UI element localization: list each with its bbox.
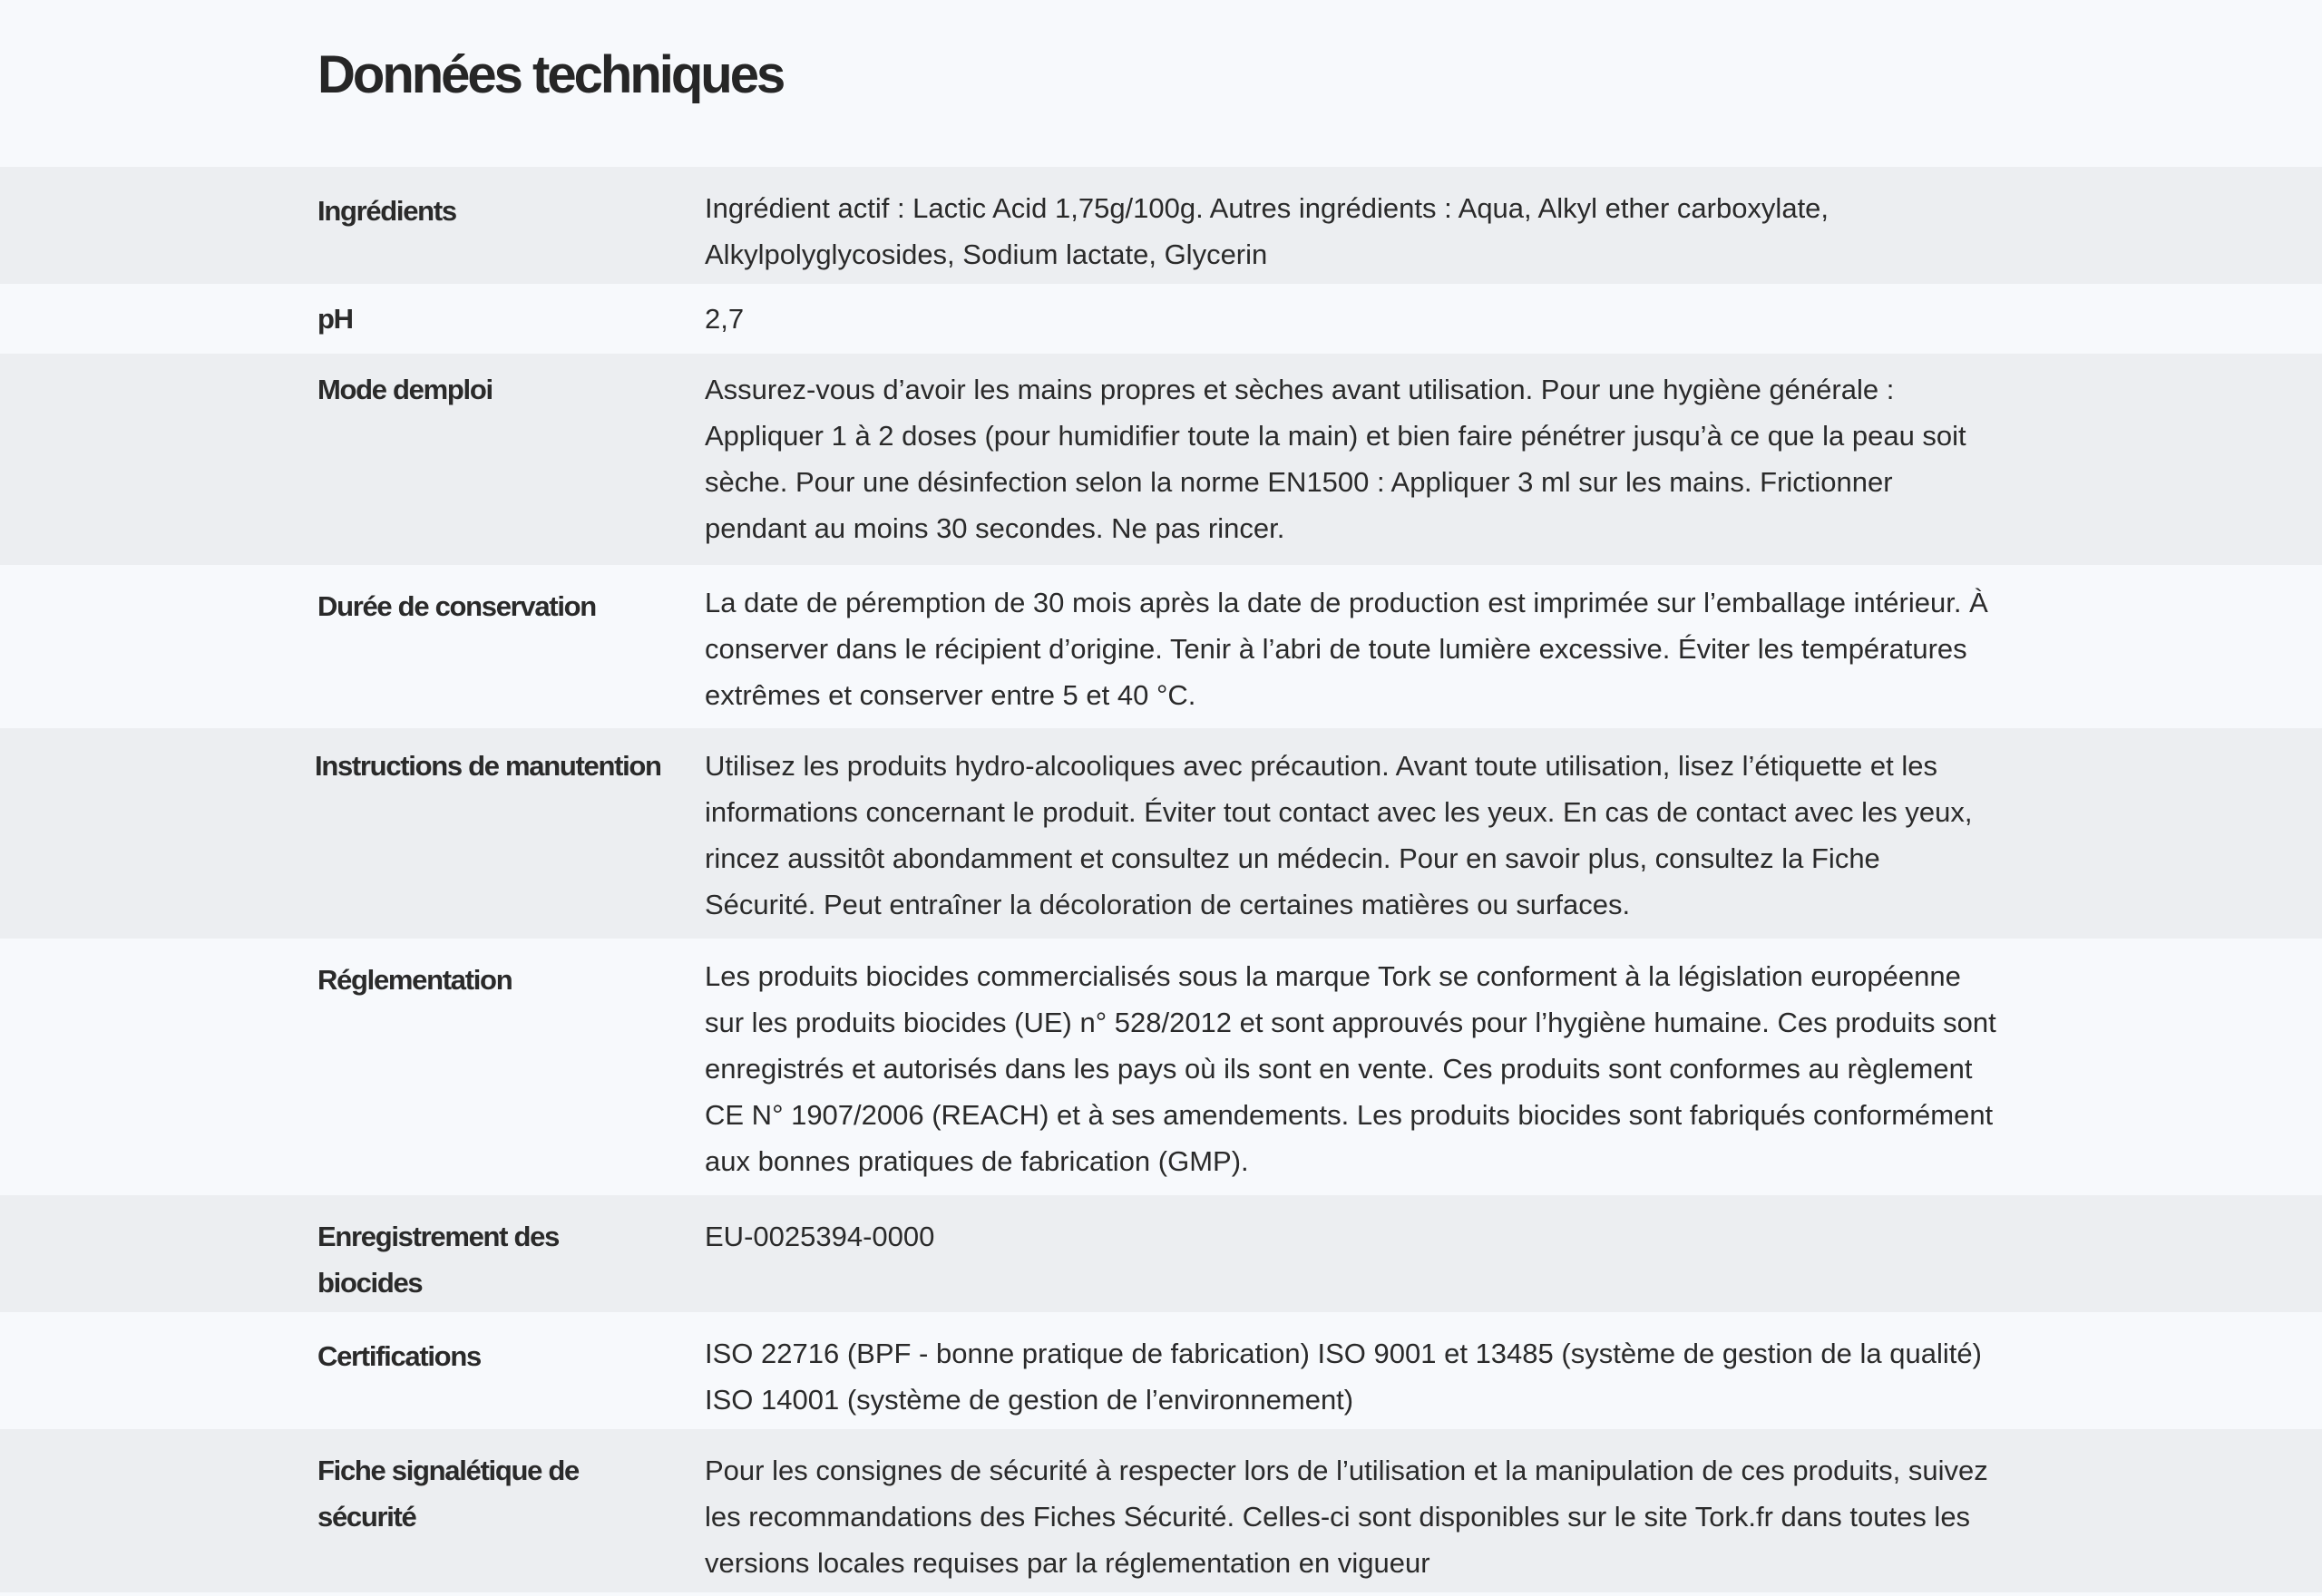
page-title: Données techniques — [317, 45, 784, 104]
technical-data-table — [0, 167, 2322, 1592]
spec-row-fiche-securite — [0, 1429, 2322, 1592]
spec-row-instructions-manutention — [0, 728, 2322, 939]
spec-row-certifications — [0, 1312, 2322, 1429]
spec-label-instructions-manutention: Instructions de manutention — [315, 750, 661, 782]
spec-label-reglementation: Réglementation — [317, 964, 512, 996]
spec-label-ingredients: Ingrédients — [317, 195, 456, 227]
spec-row-duree-conservation — [0, 565, 2322, 728]
spec-row-ph — [0, 284, 2322, 354]
spec-label-duree-conservation: Durée de conservation — [317, 590, 596, 622]
spec-value-reglementation: Les produits biocides commercialisés sous la marque Tork se conforment à la législation européenne sur les produits biocides (UE) n° 528/2012 et sont approuvés pour l’hygiène humaine. Ces produits sont enregistrés et autorisés dans les pays où ils sont en vente. Ces produits sont conformes au règlement CE N° 1907/2006 (REACH) et à ses amendements. Les produits biocides sont fabriqués conformément aux bonnes pratiques de fabrication (GMP). — [705, 960, 1996, 1177]
spec-row-ingredients — [0, 167, 2322, 284]
spec-value-fiche-securite: Pour les consignes de sécurité à respecter lors de l’utilisation et la manipulation de ces produits, suivez les recommandations des Fiches Sécurité. Celles-ci sont disponibles sur le site Tork.fr dans toutes les versions locales requises par la réglementation en vigueur — [705, 1455, 1988, 1579]
spec-label-certifications: Certifications — [317, 1340, 481, 1372]
spec-value-ph: 2,7 — [705, 303, 745, 335]
spec-value-enregistrement-biocides: EU-0025394-0000 — [705, 1221, 935, 1252]
spec-row-enregistrement-biocides — [0, 1195, 2322, 1312]
spec-value-certifications: ISO 22716 (BPF - bonne pratique de fabrication) ISO 9001 et 13485 (système de gestion de la qualité) ISO 14001 (système de gestion de l’environnement) — [705, 1338, 1982, 1416]
spec-label-enregistrement-biocides: Enregistrement des biocides — [317, 1221, 560, 1299]
spec-row-reglementation — [0, 939, 2322, 1195]
spec-value-duree-conservation: La date de péremption de 30 mois après la date de production est imprimée sur l’emballage intérieur. À conserver dans le récipient d’origine. Tenir à l’abri de toute lumière excessive. Éviter les températures extrêmes et conserver entre 5 et 40 °C. — [705, 587, 1988, 711]
spec-value-instructions-manutention: Utilisez les produits hydro-alcooliques avec précaution. Avant toute utilisation, lisez l’étiquette et les informations concernant le produit. Éviter tout contact avec les yeux. En cas de contact avec les yeux, rincez aussitôt abondamment et consultez un médecin. Pour en savoir plus, consultez la Fiche Sécurité. Peut entraîner la décoloration de certaines matières ou surfaces. — [705, 750, 1973, 920]
spec-value-mode-emploi: Assurez-vous d’avoir les mains propres et sèches avant utilisation. Pour une hygiène générale : Appliquer 1 à 2 doses (pour humidifier toute la main) et bien faire pénétrer jusqu’à ce que la peau soit sèche. Pour une désinfection selon la norme EN1500 : Appliquer 3 ml sur les mains. Frictionner pendant au moins 30 secondes. Ne pas rincer. — [705, 374, 1966, 544]
spec-label-ph: pH — [317, 303, 353, 335]
spec-value-ingredients: Ingrédient actif : Lactic Acid 1,75g/100g. Autres ingrédients : Aqua, Alkyl ether carboxylate, Alkylpolyglycosides, Sodium lactate, Glycerin — [705, 192, 1829, 270]
spec-row-mode-emploi — [0, 354, 2322, 565]
spec-label-mode-emploi: Mode demploi — [317, 374, 493, 405]
spec-label-fiche-securite: Fiche signalétique de sécurité — [317, 1455, 579, 1533]
